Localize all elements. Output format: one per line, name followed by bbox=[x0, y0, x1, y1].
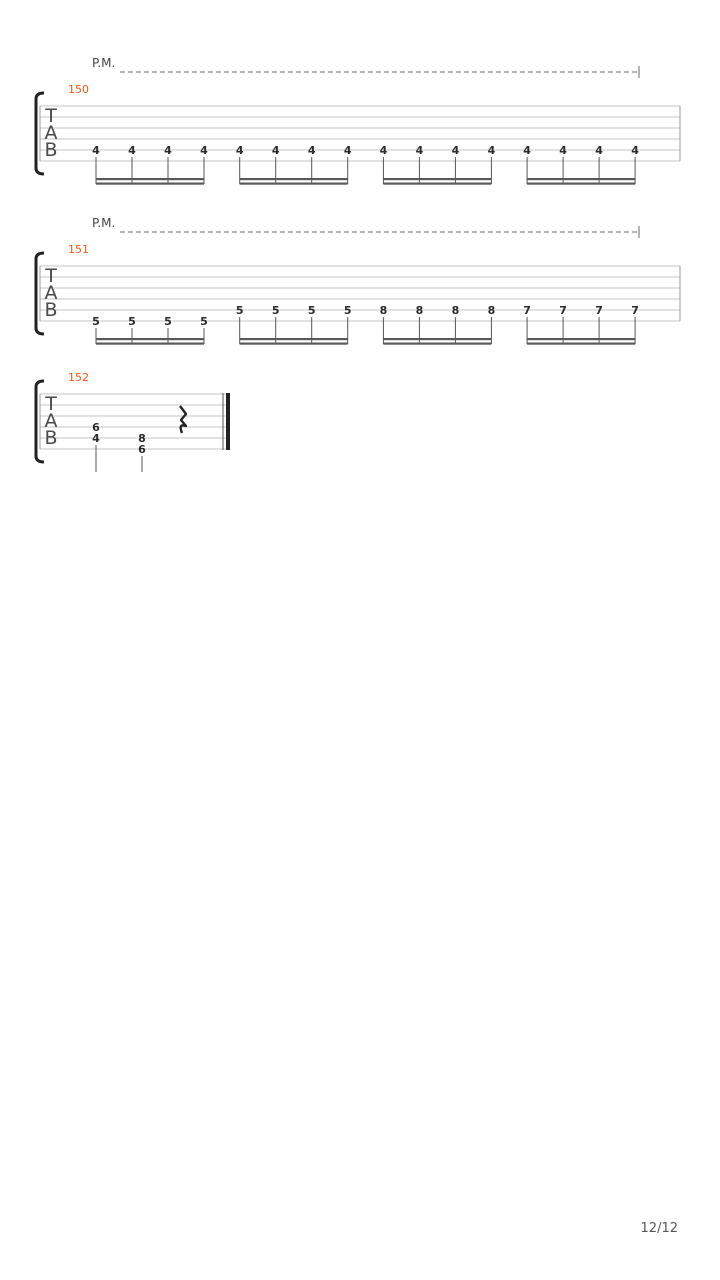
tab-staff bbox=[36, 93, 680, 174]
tab-clef-letter: T bbox=[45, 393, 57, 415]
page-number: 12/12 bbox=[640, 1221, 678, 1236]
sixteenth-beam bbox=[383, 178, 491, 180]
tab-clef-letter: A bbox=[44, 282, 58, 304]
bar-number: 150 bbox=[68, 83, 89, 96]
tab-clef-letter: A bbox=[44, 410, 58, 432]
fret-number: 4 bbox=[451, 144, 460, 157]
fret-number: 8 bbox=[451, 304, 460, 317]
fret-number: 8 bbox=[138, 432, 146, 445]
fret-number: 5 bbox=[343, 304, 352, 317]
tab-clef-letter: A bbox=[44, 122, 58, 144]
fret-number: 4 bbox=[379, 144, 388, 157]
tab-clef-letter: B bbox=[44, 427, 58, 449]
bar-number: 151 bbox=[68, 243, 89, 256]
fret-number: 8 bbox=[415, 304, 424, 317]
fret-number: 5 bbox=[235, 304, 244, 317]
sixteenth-beam bbox=[96, 338, 204, 340]
fret-number: 5 bbox=[92, 315, 100, 328]
sixteenth-beam bbox=[383, 343, 491, 345]
bar-number: 152 bbox=[68, 371, 89, 384]
tab-clef-letter: B bbox=[44, 139, 58, 161]
sixteenth-beam bbox=[383, 183, 491, 185]
sixteenth-beam bbox=[96, 343, 204, 345]
sixteenth-beam bbox=[240, 338, 348, 340]
fret-number: 4 bbox=[595, 144, 603, 157]
fret-number: 5 bbox=[200, 315, 208, 328]
fret-number: 4 bbox=[307, 144, 316, 157]
sixteenth-beam bbox=[527, 338, 635, 340]
tab-clef-letter: B bbox=[44, 299, 58, 321]
fret-number: 4 bbox=[559, 144, 567, 157]
fret-number: 4 bbox=[631, 144, 639, 157]
fret-number: 7 bbox=[523, 304, 531, 317]
fret-number: 6 bbox=[92, 421, 100, 434]
fret-number: 6 bbox=[138, 443, 146, 456]
fret-number: 5 bbox=[164, 315, 172, 328]
fret-number: 4 bbox=[523, 144, 531, 157]
fret-number: 4 bbox=[415, 144, 424, 157]
fret-number: 5 bbox=[271, 304, 280, 317]
fret-number: 5 bbox=[128, 315, 136, 328]
palm-mute-label: P.M. bbox=[92, 56, 116, 70]
fret-number: 8 bbox=[379, 304, 388, 317]
fret-number: 5 bbox=[307, 304, 316, 317]
sixteenth-beam bbox=[240, 183, 348, 185]
fret-number: 7 bbox=[595, 304, 603, 317]
quarter-rest bbox=[180, 406, 186, 433]
fret-number: 7 bbox=[631, 304, 639, 317]
sixteenth-beam bbox=[240, 178, 348, 180]
fret-number: 8 bbox=[487, 304, 496, 317]
fret-number: 4 bbox=[200, 144, 208, 157]
sixteenth-beam bbox=[240, 343, 348, 345]
fret-number: 4 bbox=[92, 144, 100, 157]
sixteenth-beam bbox=[527, 178, 635, 180]
fret-number: 4 bbox=[92, 432, 100, 445]
fret-number: 4 bbox=[235, 144, 244, 157]
sixteenth-beam bbox=[96, 183, 204, 185]
sixteenth-beam bbox=[527, 343, 635, 345]
fret-number: 4 bbox=[271, 144, 280, 157]
fret-number: 4 bbox=[487, 144, 496, 157]
palm-mute-label: P.M. bbox=[92, 216, 116, 230]
tab-staff bbox=[36, 381, 228, 462]
fret-number: 4 bbox=[164, 144, 172, 157]
final-barline-thick bbox=[226, 393, 230, 450]
sixteenth-beam bbox=[96, 178, 204, 180]
fret-number: 7 bbox=[559, 304, 567, 317]
sixteenth-beam bbox=[383, 338, 491, 340]
sixteenth-beam bbox=[527, 183, 635, 185]
tab-clef-letter: T bbox=[45, 105, 57, 127]
fret-number: 4 bbox=[128, 144, 136, 157]
tab-clef-letter: T bbox=[45, 265, 57, 287]
fret-number: 4 bbox=[343, 144, 352, 157]
